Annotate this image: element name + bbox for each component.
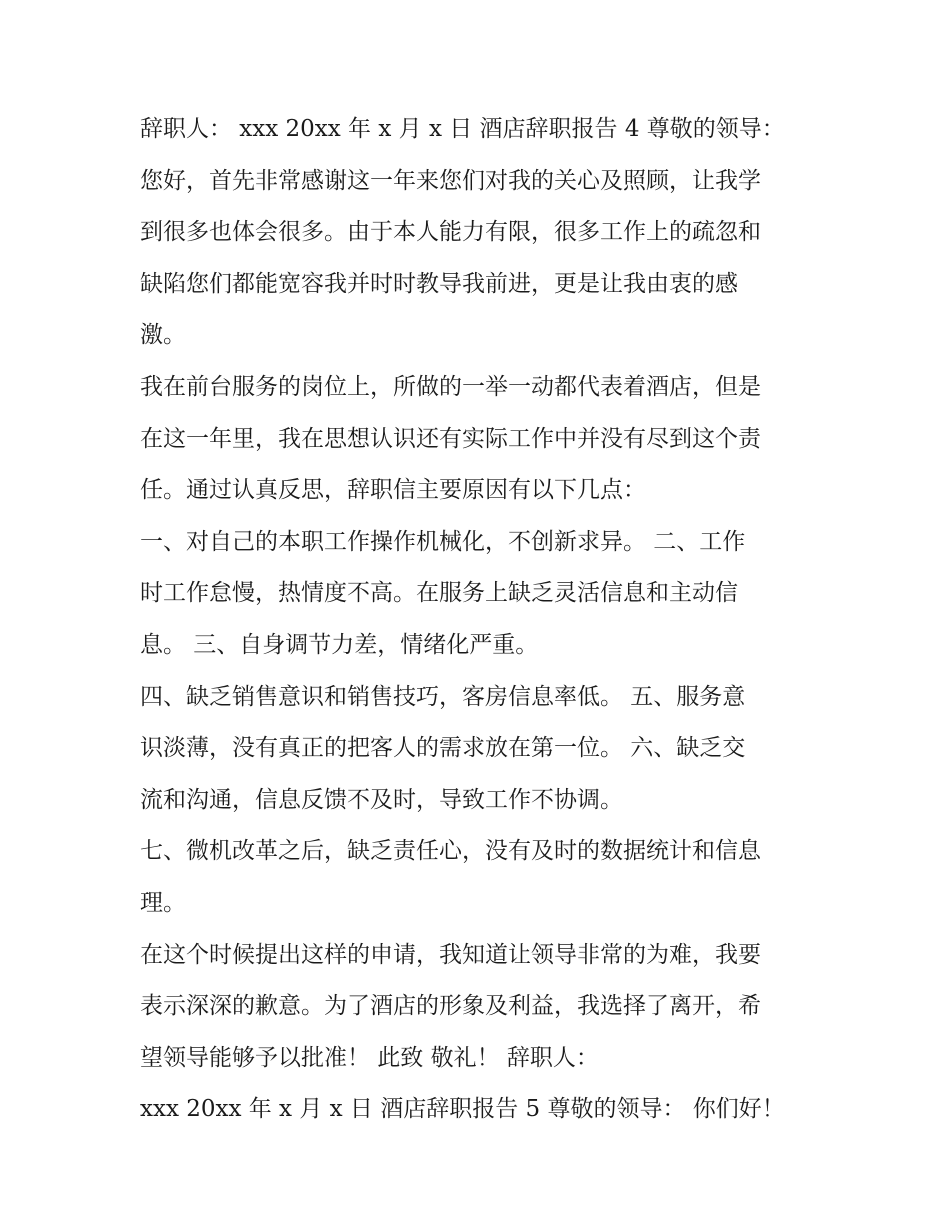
text-line: 辞职人： xxx 20xx 年 x 月 x 日 酒店辞职报告 4 尊敬的领导： bbox=[140, 116, 785, 142]
text-line: 时工作怠慢，热情度不高。在服务上缺乏灵活信息和主动信 bbox=[140, 580, 738, 607]
text-line: 我在前台服务的岗位上，所做的一举一动都代表着酒店，但是 bbox=[140, 373, 761, 400]
text-line: 到很多也体会很多。由于本人能力有限，很多工作上的疏忽和 bbox=[140, 219, 761, 246]
text-line: 七、微机改革之后，缺乏责任心，没有及时的数据统计和信息 bbox=[140, 838, 761, 865]
text-line: 流和沟通，信息反馈不及时，导致工作不协调。 bbox=[140, 786, 623, 813]
text-line: 在这一年里，我在思想认识还有实际工作中并没有尽到这个责 bbox=[140, 425, 761, 452]
text-line: 缺陷您们都能宽容我并时时教导我前进，更是让我由衷的感 bbox=[140, 270, 738, 297]
text-line: 理。 bbox=[140, 889, 186, 916]
text-line: 您好，首先非常感谢这一年来您们对我的关心及照顾，让我学 bbox=[140, 167, 761, 194]
text-line: xxx 20xx 年 x 月 x 日 酒店辞职报告 5 尊敬的领导： 你们好！ bbox=[140, 1096, 785, 1123]
text-line: 在这个时候提出这样的申请，我知道让领导非常的为难，我要 bbox=[140, 941, 761, 968]
document-body bbox=[140, 104, 820, 1136]
text-line: 望领导能够予以批准！ 此致 敬礼！ 辞职人： bbox=[140, 1044, 599, 1071]
text-line: 激。 bbox=[140, 322, 186, 349]
text-line: 四、缺乏销售意识和销售技巧，客房信息率低。 五、服务意 bbox=[140, 683, 746, 710]
text-line: 息。 三、自身调节力差，情绪化严重。 bbox=[140, 631, 539, 658]
text-line: 一、对自己的本职工作操作机械化，不创新求异。 二、工作 bbox=[140, 528, 746, 555]
text-line: 识淡薄，没有真正的把客人的需求放在第一位。 六、缺乏交 bbox=[140, 735, 746, 762]
text-line: 表示深深的歉意。为了酒店的形象及利益，我选择了离开，希 bbox=[140, 993, 761, 1020]
text-line: 任。通过认真反思，辞职信主要原因有以下几点： bbox=[140, 477, 646, 504]
